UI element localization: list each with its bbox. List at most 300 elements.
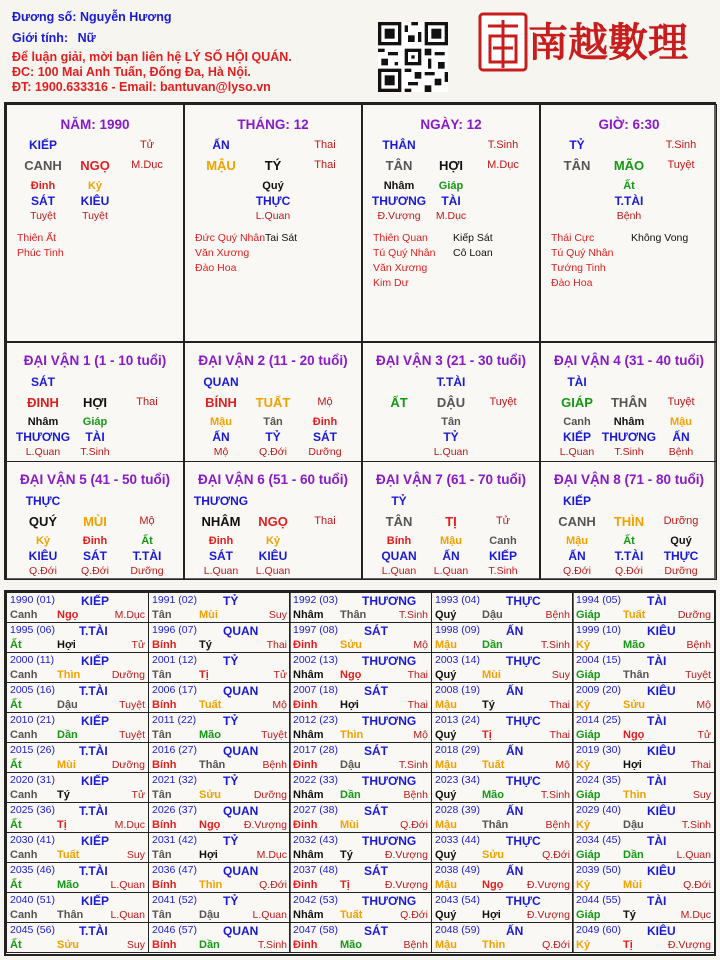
dai-van-phase: Mộ [317, 396, 333, 408]
year-stem: Quý [435, 729, 457, 741]
year-branch: Ngọ [199, 819, 221, 831]
year-label: 2014 (25) [576, 714, 621, 726]
dai-van-god: TỶ [391, 494, 407, 508]
year-phase: Q.Đới [400, 819, 428, 831]
year-cell [289, 892, 432, 923]
year-stem: Quý [435, 789, 457, 801]
dai-van-branch: THÂN [610, 395, 648, 410]
year-branch: Hợi [340, 699, 359, 711]
year-branch: Dậu [340, 759, 361, 771]
year-cell [572, 892, 715, 923]
hidden-stem: Đinh [312, 416, 338, 428]
dai-van-stem: ĐINH [27, 395, 59, 410]
hidden-god: ẤN [568, 549, 586, 563]
year-phase: Bệnh [262, 759, 287, 771]
year-stem: Tân [152, 669, 172, 681]
year-label: 2019 (30) [576, 744, 621, 756]
year-label: 2045 (56) [10, 924, 55, 936]
year-label: 2034 (45) [576, 834, 621, 846]
year-label: 2002 (13) [293, 654, 338, 666]
year-god: KIÊU [647, 924, 676, 938]
year-god: TÀI [647, 774, 667, 788]
year-stem: Nhâm [293, 849, 324, 861]
year-cell [572, 712, 715, 743]
pillar-phase: M.Dục [131, 159, 163, 171]
hidden-stem: Đinh [30, 180, 56, 192]
dai-van-cell [6, 342, 184, 462]
hidden-stem: Ất [623, 180, 635, 192]
year-phase: Đ.Vượng [667, 939, 711, 951]
year-god: SÁT [364, 624, 388, 638]
year-label: 1994 (05) [576, 594, 621, 606]
hidden-phase: Q.Đới [81, 565, 109, 577]
year-god: THƯƠNG [362, 654, 417, 668]
year-stem: Mậu [435, 939, 457, 951]
year-god: T.TÀI [79, 864, 108, 878]
year-label: 2009 (20) [576, 684, 621, 696]
hidden-stem: Kỷ [265, 535, 281, 547]
hidden-god: TÀI [85, 430, 105, 444]
hidden-god: KIẾP [488, 549, 518, 563]
year-branch: Mão [340, 939, 362, 951]
year-god: T.TÀI [79, 744, 108, 758]
year-god: THƯƠNG [362, 714, 417, 728]
year-label: 2048 (59) [435, 924, 480, 936]
year-god: TÀI [647, 894, 667, 908]
hidden-phase: Q.Đới [615, 565, 643, 577]
year-god: THƯƠNG [362, 774, 417, 788]
year-branch: Thân [199, 759, 226, 771]
year-branch: Thìn [482, 939, 506, 951]
year-cell [289, 802, 432, 833]
year-phase: Tử [131, 639, 145, 651]
year-branch: Sửu [340, 639, 363, 651]
hidden-phase: L.Quan [559, 446, 595, 458]
year-god: THƯƠNG [362, 834, 417, 848]
year-stem: Tân [152, 849, 172, 861]
hidden-god: TÀI [441, 194, 461, 208]
hidden-god: KIÊU [258, 549, 288, 563]
dai-van-stem: GIÁP [561, 395, 593, 410]
year-label: 2018 (29) [435, 744, 480, 756]
hidden-stem: Nhâm [383, 180, 415, 192]
year-label: 2038 (49) [435, 864, 480, 876]
hidden-stem: Ất [623, 535, 635, 547]
hidden-stem: Đinh [208, 535, 234, 547]
year-cell [6, 772, 149, 803]
year-phase: Mộ [413, 639, 428, 651]
year-phase: Thai [690, 759, 711, 771]
year-branch: Dần [340, 789, 361, 801]
year-stem: Giáp [576, 909, 601, 921]
hidden-stem: Tân [441, 416, 461, 428]
dai-van-cell [184, 342, 362, 462]
dai-van-stem: QUÝ [28, 514, 58, 529]
year-label: 2042 (53) [293, 894, 338, 906]
year-branch: Sửu [199, 789, 222, 801]
year-cell [6, 832, 149, 863]
hidden-god: TỶ [443, 430, 459, 444]
year-cell [289, 862, 432, 893]
hidden-phase: Tuyệt [82, 210, 108, 222]
year-cell [148, 892, 291, 923]
year-phase: Tuyệt [119, 729, 145, 741]
year-phase: Tử [131, 789, 145, 801]
hidden-phase: Đ.Vượng [377, 210, 421, 222]
hidden-stem: Tân [263, 416, 283, 428]
year-stem: Bính [152, 879, 177, 891]
year-branch: Sửu [57, 939, 80, 951]
star: Văn Xương [195, 247, 250, 259]
year-god: TÀI [647, 654, 667, 668]
star: Thiên Quan [373, 232, 428, 244]
pillar-stem: TÂN [563, 158, 591, 173]
hidden-stem: Giáp [82, 416, 108, 428]
year-cell [431, 802, 574, 833]
hidden-god: KIẾP [562, 430, 592, 444]
year-god: TÀI [647, 714, 667, 728]
hidden-god: TỶ [265, 430, 281, 444]
year-god: KIÊU [647, 624, 676, 638]
hidden-god: SÁT [313, 430, 337, 444]
hidden-phase: L.Quan [25, 446, 61, 458]
hidden-god: THƯƠNG [371, 194, 427, 208]
year-label: 1995 (06) [10, 624, 55, 636]
year-branch: Dần [623, 849, 644, 861]
year-cell [572, 682, 715, 713]
year-phase: T.Sinh [681, 819, 711, 831]
year-stem: Đinh [293, 639, 318, 651]
year-phase: Tuyệt [261, 729, 287, 741]
gender-line: Giới tính: Nữ [12, 31, 96, 45]
year-phase: Tử [697, 729, 711, 741]
year-branch: Mùi [57, 759, 76, 771]
year-stem: Tân [152, 609, 172, 621]
year-label: 2010 (21) [10, 714, 55, 726]
year-stem: Giáp [576, 729, 601, 741]
pillar-cell [362, 104, 540, 342]
year-stem: Giáp [576, 609, 601, 621]
year-phase: Suy [268, 609, 287, 621]
year-stem: Quý [435, 849, 457, 861]
year-branch: Mùi [199, 609, 218, 621]
year-label: 2043 (54) [435, 894, 480, 906]
year-label: 2007 (18) [293, 684, 338, 696]
pillar-title: GIỜ: 6:30 [598, 117, 660, 132]
year-phase: T.Sinh [398, 609, 428, 621]
year-branch: Mùi [340, 819, 359, 831]
year-stem: Quý [435, 609, 457, 621]
year-god: ẤN [506, 624, 524, 638]
pillar-phase: M.Dục [487, 159, 519, 171]
pillar-phase: T.Sinh [487, 139, 519, 151]
year-phase: Mộ [555, 759, 570, 771]
year-god: ẤN [506, 804, 524, 818]
year-cell [289, 622, 432, 653]
dai-van-branch: DẬU [436, 395, 466, 410]
year-cell [6, 592, 149, 623]
hidden-god: SÁT [209, 549, 233, 563]
star: Kim Dư [373, 277, 409, 289]
hidden-stem: Nhâm [27, 416, 59, 428]
hidden-god: SÁT [31, 194, 55, 208]
year-cell [289, 742, 432, 773]
hidden-stem: Nhâm [613, 416, 645, 428]
year-branch: Dậu [57, 699, 78, 711]
star: Thiên Ất [17, 232, 57, 244]
year-god: THỰC [506, 654, 541, 668]
year-stem: Ất [10, 759, 22, 771]
year-phase: Dưỡng [677, 609, 711, 621]
year-branch: Sửu [623, 699, 646, 711]
year-stem: Kỷ [576, 819, 591, 831]
year-cell [431, 892, 574, 923]
year-cell [572, 652, 715, 683]
year-stem: Mậu [435, 759, 457, 771]
year-god: ẤN [506, 744, 524, 758]
dai-van-phase: Tuyệt [489, 396, 517, 408]
year-branch: Hợi [623, 759, 642, 771]
year-phase: Q.Đới [542, 849, 570, 861]
hidden-phase: T.Sinh [614, 446, 644, 458]
year-god: TỶ [223, 714, 239, 728]
dai-van-cell [540, 461, 717, 580]
year-branch: Dậu [199, 909, 220, 921]
year-label: 2028 (39) [435, 804, 480, 816]
year-god: THƯƠNG [362, 594, 417, 608]
hidden-god: SÁT [83, 549, 107, 563]
logo [478, 8, 708, 74]
pillar-stem: TÂN [385, 158, 413, 173]
year-phase: T.Sinh [398, 759, 428, 771]
hidden-stem: Quý [670, 535, 692, 547]
year-cell [289, 712, 432, 743]
year-cell [289, 922, 432, 953]
year-cell [431, 862, 574, 893]
year-stem: Đinh [293, 819, 318, 831]
pillar-stem: MẬU [206, 158, 236, 173]
year-stem: Canh [10, 669, 38, 681]
year-phase: M.Dục [256, 849, 287, 861]
hidden-god: THƯƠNG [15, 430, 71, 444]
year-god: THỰC [506, 594, 541, 608]
pillar-title: NGÀY: 12 [420, 117, 482, 132]
hidden-phase: L.Quan [203, 565, 239, 577]
year-god: SÁT [364, 684, 388, 698]
dai-van-god: TÀI [567, 375, 587, 389]
year-phase: Đ.Vượng [526, 909, 570, 921]
pillar-god: KIẾP [28, 138, 58, 152]
year-cell [148, 652, 291, 683]
dai-van-phase: Thai [314, 515, 336, 527]
year-label: 2037 (48) [293, 864, 338, 876]
year-label: 2032 (43) [293, 834, 338, 846]
dai-van-branch: THÌN [613, 514, 645, 529]
year-branch: Tuất [340, 909, 363, 921]
hidden-phase: T.Sinh [80, 446, 110, 458]
year-cell [148, 592, 291, 623]
dai-van-stem: BÍNH [205, 395, 237, 410]
year-stem: Bính [152, 819, 177, 831]
year-god: KIÊU [647, 744, 676, 758]
hidden-stem: Mậu [440, 535, 462, 547]
hidden-phase: L.Quan [433, 446, 469, 458]
year-label: 2017 (28) [293, 744, 338, 756]
hidden-phase: Bệnh [668, 446, 694, 458]
dai-van-title: ĐẠI VẬN 1 (1 - 10 tuổi) [23, 353, 167, 368]
year-phase: M.Dục [680, 909, 711, 921]
pillar-god: THÂN [382, 138, 416, 152]
hidden-phase: Mộ [213, 446, 229, 458]
year-phase: Dưỡng [111, 759, 145, 771]
hidden-phase: Q.Đới [29, 565, 57, 577]
year-cell [572, 832, 715, 863]
pillar-phase: Tuyệt [667, 159, 695, 171]
year-cell [289, 592, 432, 623]
year-phase: Tuyệt [119, 699, 145, 711]
year-label: 2011 (22) [152, 714, 197, 726]
year-label: 1998 (09) [435, 624, 480, 636]
year-phase: Suy [551, 669, 570, 681]
year-god: T.TÀI [79, 924, 108, 938]
year-stem: Giáp [576, 789, 601, 801]
year-god: ẤN [506, 924, 524, 938]
year-god: ẤN [506, 684, 524, 698]
year-phase: Bệnh [403, 789, 428, 801]
year-stem: Ất [10, 699, 22, 711]
year-stem: Bính [152, 639, 177, 651]
year-cell [431, 922, 574, 953]
year-label: 2005 (16) [10, 684, 55, 696]
hidden-god: QUAN [381, 549, 417, 563]
dai-van-god: QUAN [203, 375, 239, 389]
year-label: 1997 (08) [293, 624, 338, 636]
year-stem: Giáp [576, 669, 601, 681]
year-phase: Mộ [696, 699, 711, 711]
year-phase: Tử [273, 669, 287, 681]
hidden-god: T.TÀI [614, 194, 644, 208]
year-phase: Dưỡng [111, 669, 145, 681]
pillar-branch: HỢI [438, 158, 464, 173]
year-phase: Bệnh [403, 939, 428, 951]
year-label: 2024 (35) [576, 774, 621, 786]
pillar-title: NĂM: 1990 [60, 117, 130, 132]
year-stem: Canh [10, 789, 38, 801]
year-god: QUAN [223, 864, 259, 878]
year-branch: Thìn [623, 789, 647, 801]
year-cell [148, 922, 291, 953]
year-branch: Ngọ [482, 879, 504, 891]
year-cell [431, 832, 574, 863]
qr-code [378, 22, 448, 92]
year-branch: Tị [199, 669, 209, 681]
year-label: 2003 (14) [435, 654, 480, 666]
year-god: QUAN [223, 744, 259, 758]
year-branch: Thìn [199, 879, 223, 891]
year-god: SÁT [364, 804, 388, 818]
year-phase: Q.Đới [542, 939, 570, 951]
star: Đào Hoa [551, 277, 593, 289]
year-stem: Nhâm [293, 609, 324, 621]
year-branch: Mão [199, 729, 221, 741]
year-phase: Thai [407, 699, 428, 711]
year-god: KIÊU [647, 684, 676, 698]
year-stem: Ất [10, 639, 22, 651]
year-label: 1990 (01) [10, 594, 55, 606]
year-label: 2046 (57) [152, 924, 197, 936]
year-branch: Tý [623, 909, 636, 921]
hidden-stem: Mậu [566, 535, 588, 547]
pillar-title: THÁNG: 12 [237, 117, 309, 132]
dai-van-title: ĐẠI VẬN 7 (61 - 70 tuổi) [375, 472, 527, 487]
pillar-cell [540, 104, 717, 342]
pillar-cell [184, 104, 362, 342]
dai-van-cell [6, 461, 184, 580]
year-cell [289, 832, 432, 863]
year-god: THỰC [506, 714, 541, 728]
annual-grid [4, 590, 716, 956]
year-branch: Mão [623, 639, 645, 651]
dai-van-title: ĐẠI VẬN 5 (41 - 50 tuổi) [19, 472, 171, 487]
year-phase: Q.Đới [683, 879, 711, 891]
year-cell [148, 832, 291, 863]
year-god: TÀI [647, 834, 667, 848]
hidden-phase: L.Quan [255, 565, 291, 577]
year-cell [572, 592, 715, 623]
year-stem: Đinh [293, 879, 318, 891]
year-phase: Bệnh [545, 819, 570, 831]
year-branch: Thân [57, 909, 84, 921]
hidden-phase: L.Quan [255, 210, 291, 222]
year-branch: Tị [482, 729, 492, 741]
dai-van-god: T.TÀI [436, 375, 466, 389]
year-phase: M.Dục [114, 819, 145, 831]
year-branch: Tuất [199, 699, 222, 711]
year-god: SÁT [364, 864, 388, 878]
year-cell [6, 652, 149, 683]
pillar-god: TỶ [569, 138, 585, 152]
year-branch: Mùi [623, 879, 642, 891]
phone-line: ĐT: 1900.633316 - Email: bantuvan@lyso.vn [12, 80, 271, 94]
year-cell [6, 922, 149, 953]
address-line: ĐC: 100 Mai Anh Tuấn, Đống Đa, Hà Nội. [12, 65, 251, 79]
year-phase: Thai [407, 669, 428, 681]
dai-van-title: ĐẠI VẬN 2 (11 - 20 tuổi) [198, 353, 348, 368]
dai-van-stem: NHÂM [201, 514, 241, 529]
year-stem: Đinh [293, 939, 318, 951]
year-god: QUAN [223, 684, 259, 698]
star: Không Vong [631, 232, 689, 244]
year-stem: Kỷ [576, 939, 591, 951]
year-cell [148, 682, 291, 713]
year-cell [148, 622, 291, 653]
dai-van-cell [362, 342, 540, 462]
year-god: T.TÀI [79, 684, 108, 698]
year-label: 2021 (32) [152, 774, 197, 786]
hidden-phase: Tuyệt [30, 210, 56, 222]
year-phase: L.Quan [252, 909, 287, 921]
dai-van-stem: CANH [558, 514, 596, 529]
hidden-stem: Ất [141, 535, 153, 547]
year-phase: Thai [549, 729, 570, 741]
hidden-stem: Giáp [438, 180, 464, 192]
year-branch: Dậu [482, 609, 503, 621]
pillar-branch: MÃO [613, 158, 645, 173]
year-god: QUAN [223, 924, 259, 938]
hidden-stem: Canh [563, 416, 591, 428]
year-branch: Mùi [482, 669, 501, 681]
hidden-phase: T.Sinh [488, 565, 518, 577]
